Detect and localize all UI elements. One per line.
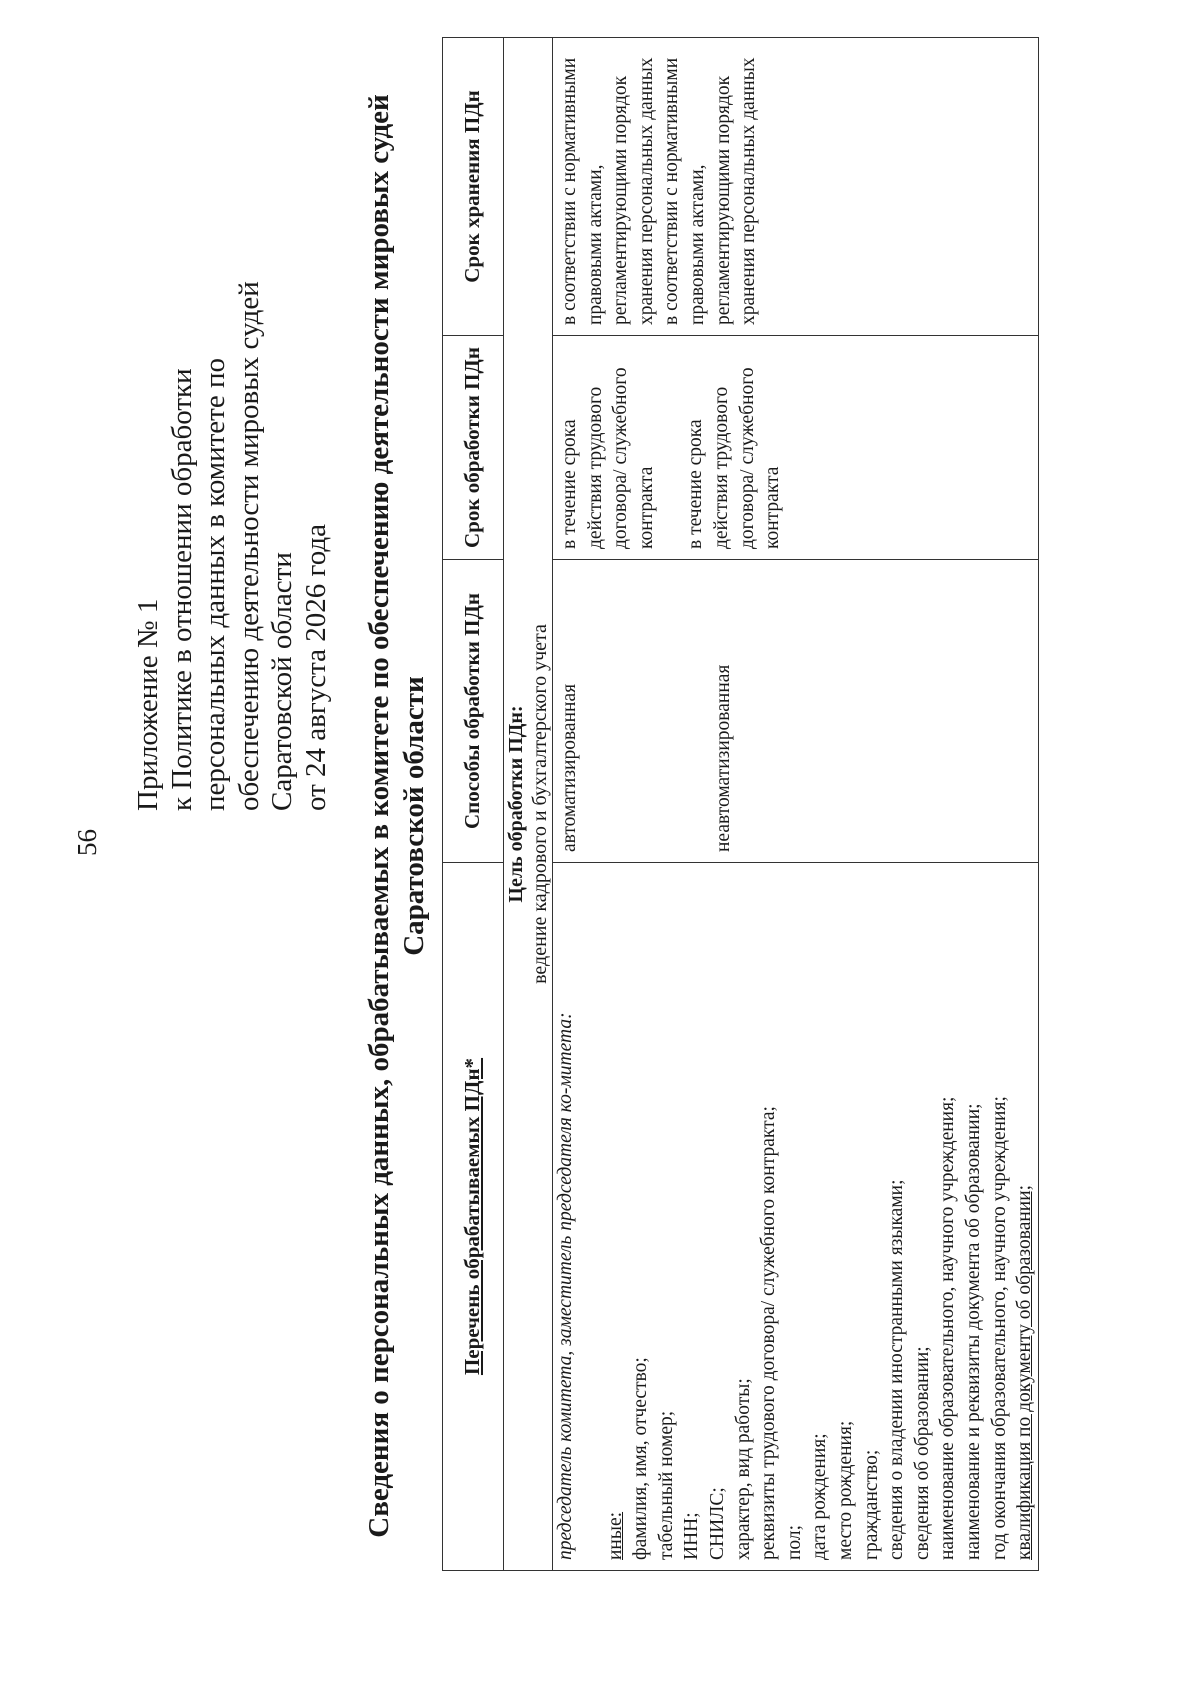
processing-period-value: в течение срока действия трудового договора/ служебного контракта bbox=[559, 367, 657, 549]
purpose-row bbox=[504, 38, 553, 1571]
storage-period-value: в соответствии с нормативными правовыми актами, регламентирующими порядок хранения персональных данных bbox=[661, 57, 760, 325]
appendix-line: Приложение № 1 bbox=[132, 598, 164, 811]
method-value: автоматизированная bbox=[559, 683, 580, 852]
list-item: табельный номер; bbox=[655, 1410, 677, 1560]
list-item: сведения о владении иностранными языками; bbox=[886, 1179, 908, 1560]
list-item: гражданство; bbox=[860, 1449, 882, 1560]
storage-period-cell bbox=[553, 38, 1039, 336]
processing-period-cell bbox=[553, 336, 1039, 560]
subjects-label: председатель комитета, заместитель председателя ко-митета: bbox=[555, 1012, 576, 1560]
purpose-text: ведение кадрового и бухгалтерского учета bbox=[529, 624, 551, 984]
list-item: пол; bbox=[783, 1524, 805, 1560]
list-item: СНИЛС; bbox=[706, 1487, 728, 1560]
document-title bbox=[362, 16, 432, 1616]
list-item: дата рождения; bbox=[809, 1433, 831, 1560]
header-list bbox=[443, 863, 504, 1571]
list-item: наименование образовательного, научного учреждения; bbox=[937, 1096, 959, 1560]
title-line: Сведения о персональных данных, обрабатываемых в комитете по обеспечению деятельности мировых судей bbox=[363, 94, 395, 1538]
header-list-label: Перечень обрабатываемых ПДн* bbox=[460, 1057, 485, 1376]
header-processing-period bbox=[443, 336, 504, 560]
methods-cell bbox=[553, 560, 1039, 863]
header-storage-period-label: Срок хранения ПДн bbox=[460, 90, 485, 283]
list-item: место рождения; bbox=[834, 1420, 856, 1560]
header-storage-period bbox=[443, 38, 504, 336]
page-number: 56 bbox=[72, 829, 102, 856]
header-methods-label: Способы обработки ПДн bbox=[460, 593, 485, 830]
processing-period-value: в течение срока действия трудового договора/ служебного контракта bbox=[685, 367, 784, 549]
data-list-cell bbox=[553, 863, 1039, 1571]
purpose-label: Цель обработки ПДн: bbox=[505, 705, 527, 903]
appendix-line: к Политике в отношении обработки bbox=[165, 368, 198, 811]
list-item: фамилия, имя, отчество; bbox=[630, 1357, 652, 1560]
title-line: Саратовской области bbox=[398, 676, 430, 956]
appendix-note bbox=[132, 281, 333, 811]
list-item: ИНН; bbox=[681, 1512, 703, 1560]
appendix-line: обеспечению деятельности мировых судей bbox=[232, 281, 265, 811]
list-item: квалификация по документу об образовании; bbox=[1014, 1184, 1036, 1560]
other-label: иные: bbox=[604, 1511, 626, 1560]
purpose-cell bbox=[504, 38, 553, 1571]
header-processing-period-label: Срок обработки ПДн bbox=[460, 347, 485, 548]
appendix-line: Саратовской области bbox=[266, 552, 298, 811]
list-item: реквизиты трудового договора/ служебного контракта; bbox=[758, 1106, 780, 1560]
method-value: неавтоматизированная bbox=[712, 664, 734, 852]
table-header-row bbox=[443, 38, 504, 1571]
table-row bbox=[553, 38, 1039, 1571]
storage-period-value: в соответствии с нормативными правовыми актами, регламентирующими порядок хранения персональных данных bbox=[559, 57, 657, 325]
list-item: наименование и реквизиты документа об образовании; bbox=[962, 1103, 984, 1560]
appendix-line: персональных данных в комитете по bbox=[199, 358, 231, 811]
list-item: сведения об образовании; bbox=[911, 1346, 933, 1560]
list-item: характер, вид работы; bbox=[732, 1378, 754, 1560]
appendix-line: от 24 августа 2026 года bbox=[299, 524, 332, 811]
list-item: год окончания образовательного, научного учреждения; bbox=[988, 1096, 1010, 1560]
personal-data-table bbox=[442, 37, 1039, 1571]
header-methods bbox=[443, 560, 504, 863]
